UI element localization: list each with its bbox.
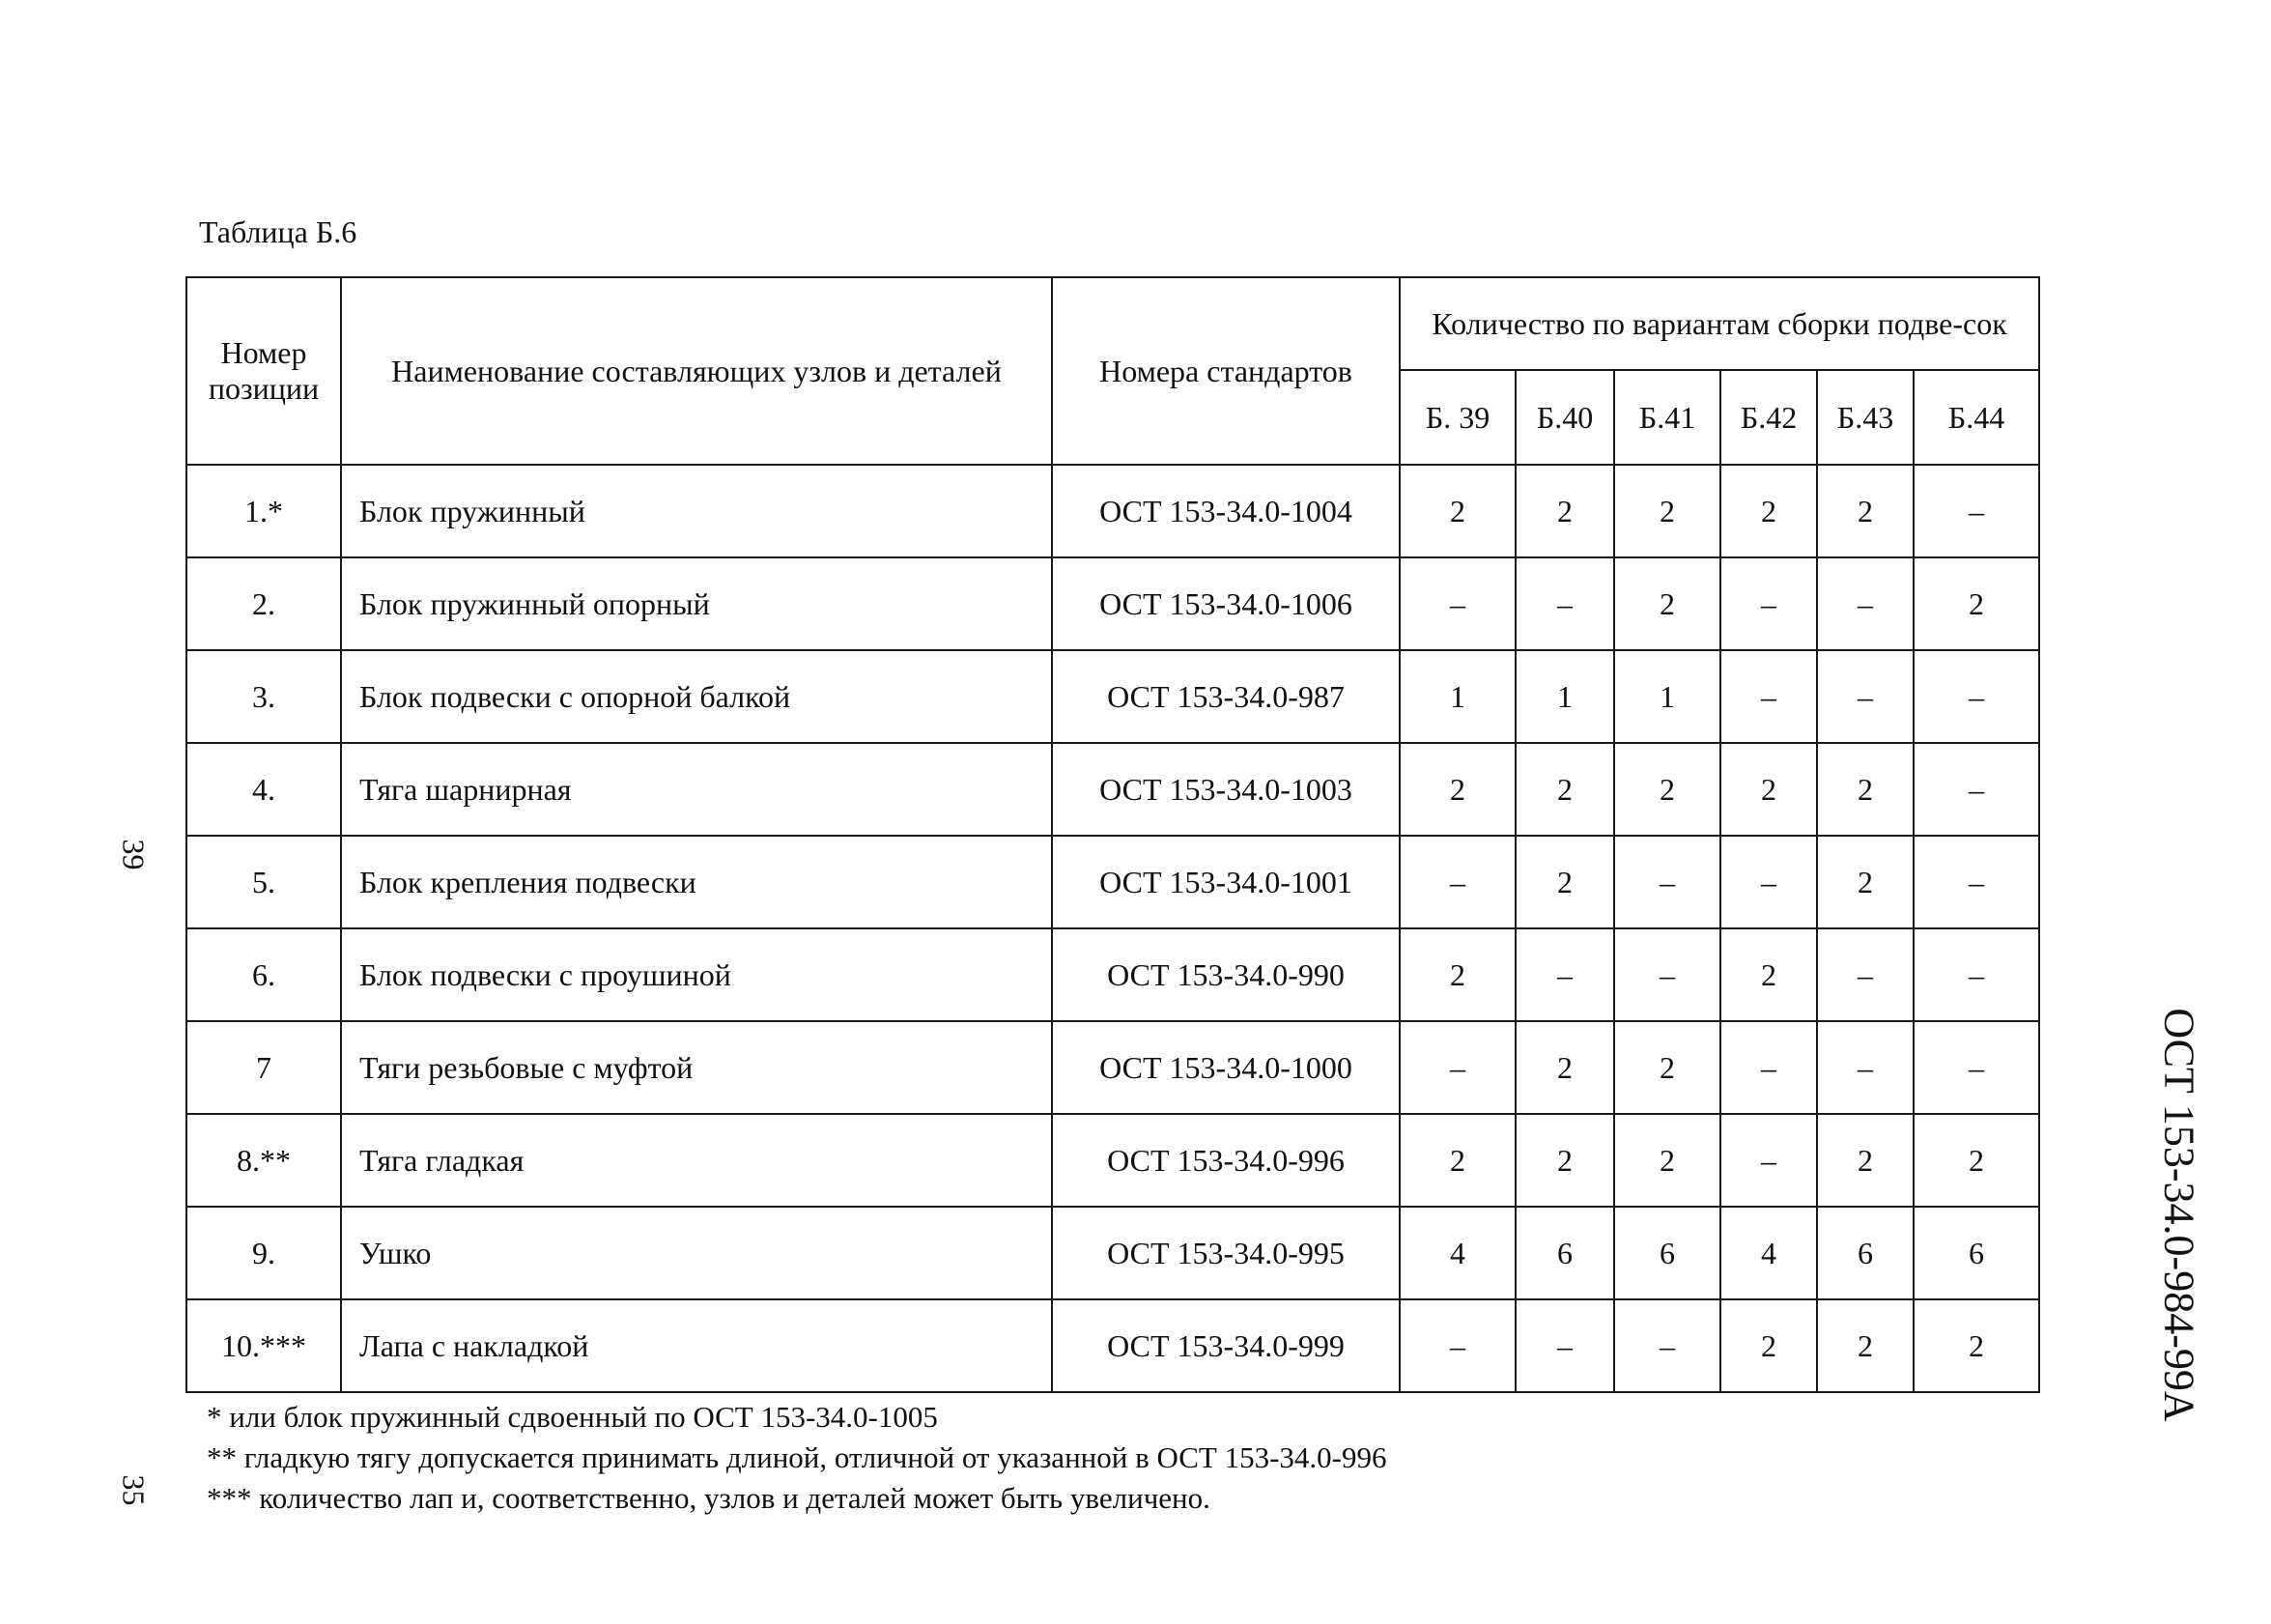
- header-variant: Б.44: [1914, 370, 2039, 465]
- table-row: [186, 465, 2039, 557]
- table-caption: Таблица Б.6: [199, 214, 357, 249]
- cell-position: 1.*: [186, 465, 341, 557]
- cell-quantity: –: [1914, 836, 2039, 928]
- table-row: [186, 1021, 2039, 1114]
- cell-quantity: 2: [1614, 1021, 1720, 1114]
- cell-quantity: 6: [1914, 1207, 2039, 1299]
- cell-quantity: 2: [1516, 836, 1614, 928]
- cell-standard: ОСТ 153-34.0-1004: [1052, 465, 1400, 557]
- cell-standard: ОСТ 153-34.0-1006: [1052, 557, 1400, 650]
- header-variant: Б.41: [1614, 370, 1720, 465]
- header-variant: Б.42: [1720, 370, 1817, 465]
- cell-quantity: 2: [1400, 465, 1516, 557]
- cell-quantity: 2: [1914, 1299, 2039, 1392]
- header-standard: Номера стандартов: [1052, 277, 1400, 465]
- cell-name: Тяга гладкая: [341, 1114, 1052, 1207]
- table-row: [186, 1299, 2039, 1392]
- cell-name: Ушко: [341, 1207, 1052, 1299]
- cell-quantity: –: [1720, 1021, 1817, 1114]
- cell-quantity: 2: [1614, 1114, 1720, 1207]
- cell-quantity: 2: [1817, 743, 1914, 836]
- cell-name: Блок подвески с проушиной: [341, 928, 1052, 1021]
- cell-quantity: –: [1817, 1021, 1914, 1114]
- header-name: Наименование составляющих узлов и деталей: [341, 277, 1052, 465]
- cell-name: Блок подвески с опорной балкой: [341, 650, 1052, 743]
- cell-quantity: 2: [1614, 743, 1720, 836]
- cell-quantity: –: [1720, 557, 1817, 650]
- header-quantity-group: Количество по вариантам сборки подве-сок: [1400, 277, 2039, 370]
- cell-quantity: –: [1614, 1299, 1720, 1392]
- cell-quantity: 2: [1720, 1299, 1817, 1392]
- cell-standard: ОСТ 153-34.0-1000: [1052, 1021, 1400, 1114]
- cell-position: 9.: [186, 1207, 341, 1299]
- cell-quantity: 2: [1516, 1114, 1614, 1207]
- cell-quantity: 2: [1914, 1114, 2039, 1207]
- table-row: [186, 928, 2039, 1021]
- table-row: [186, 1207, 2039, 1299]
- cell-quantity: 2: [1914, 557, 2039, 650]
- cell-quantity: –: [1720, 836, 1817, 928]
- cell-name: Тяга шарнирная: [341, 743, 1052, 836]
- cell-quantity: –: [1400, 836, 1516, 928]
- cell-quantity: 2: [1400, 1114, 1516, 1207]
- cell-position: 7: [186, 1021, 341, 1114]
- header-variant: Б. 39: [1400, 370, 1516, 465]
- cell-quantity: –: [1400, 557, 1516, 650]
- cell-name: Блок крепления подвески: [341, 836, 1052, 928]
- cell-quantity: 2: [1614, 557, 1720, 650]
- footnote: * или блок пружинный сдвоенный по ОСТ 153-34.0-1005: [207, 1400, 938, 1434]
- document-code: ОСТ 153-34.0-984-99А: [2155, 1008, 2203, 1422]
- cell-position: 2.: [186, 557, 341, 650]
- cell-position: 6.: [186, 928, 341, 1021]
- cell-quantity: 2: [1516, 465, 1614, 557]
- cell-quantity: –: [1516, 1299, 1614, 1392]
- cell-position: 3.: [186, 650, 341, 743]
- cell-quantity: –: [1914, 465, 2039, 557]
- cell-quantity: 2: [1516, 1021, 1614, 1114]
- cell-standard: ОСТ 153-34.0-996: [1052, 1114, 1400, 1207]
- cell-name: Тяги резьбовые с муфтой: [341, 1021, 1052, 1114]
- cell-standard: ОСТ 153-34.0-987: [1052, 650, 1400, 743]
- table-row: [186, 743, 2039, 836]
- footnote: ** гладкую тягу допускается принимать длиной, отличной от указанной в ОСТ 153-34.0-996: [207, 1440, 1387, 1474]
- cell-name: Блок пружинный: [341, 465, 1052, 557]
- header-variant: Б.40: [1516, 370, 1614, 465]
- cell-quantity: 2: [1516, 743, 1614, 836]
- cell-quantity: –: [1400, 1021, 1516, 1114]
- cell-quantity: 2: [1817, 836, 1914, 928]
- table-row: [186, 650, 2039, 743]
- cell-quantity: 2: [1720, 928, 1817, 1021]
- cell-standard: ОСТ 153-34.0-995: [1052, 1207, 1400, 1299]
- cell-position: 10.***: [186, 1299, 341, 1392]
- cell-quantity: 2: [1817, 1299, 1914, 1392]
- cell-quantity: 6: [1614, 1207, 1720, 1299]
- cell-quantity: 2: [1817, 1114, 1914, 1207]
- footnote: *** количество лап и, соответственно, узлов и деталей может быть увеличено.: [207, 1481, 1210, 1515]
- cell-quantity: 1: [1516, 650, 1614, 743]
- cell-quantity: 4: [1720, 1207, 1817, 1299]
- cell-position: 4.: [186, 743, 341, 836]
- cell-quantity: –: [1817, 557, 1914, 650]
- cell-quantity: –: [1914, 1021, 2039, 1114]
- cell-quantity: –: [1817, 928, 1914, 1021]
- cell-position: 5.: [186, 836, 341, 928]
- cell-quantity: 2: [1400, 743, 1516, 836]
- cell-quantity: 2: [1400, 928, 1516, 1021]
- cell-quantity: –: [1516, 928, 1614, 1021]
- cell-quantity: –: [1720, 650, 1817, 743]
- cell-quantity: 2: [1720, 465, 1817, 557]
- parts-table: [185, 276, 2040, 1393]
- cell-standard: ОСТ 153-34.0-1003: [1052, 743, 1400, 836]
- page-number-bottom: 35: [116, 1474, 152, 1506]
- cell-quantity: –: [1914, 743, 2039, 836]
- cell-quantity: –: [1614, 928, 1720, 1021]
- footnotes: [207, 1397, 1387, 1519]
- cell-name: Блок пружинный опорный: [341, 557, 1052, 650]
- header-position: Номер позиции: [186, 277, 341, 465]
- cell-position: 8.**: [186, 1114, 341, 1207]
- cell-quantity: –: [1720, 1114, 1817, 1207]
- cell-quantity: 1: [1614, 650, 1720, 743]
- table-row: [186, 836, 2039, 928]
- cell-standard: ОСТ 153-34.0-990: [1052, 928, 1400, 1021]
- cell-quantity: 1: [1400, 650, 1516, 743]
- cell-quantity: –: [1914, 928, 2039, 1021]
- page-number-top: 39: [116, 839, 152, 870]
- cell-name: Лапа с накладкой: [341, 1299, 1052, 1392]
- header-variant: Б.43: [1817, 370, 1914, 465]
- cell-quantity: 6: [1516, 1207, 1614, 1299]
- cell-quantity: –: [1516, 557, 1614, 650]
- cell-quantity: 2: [1817, 465, 1914, 557]
- cell-quantity: –: [1400, 1299, 1516, 1392]
- cell-quantity: 2: [1614, 465, 1720, 557]
- cell-standard: ОСТ 153-34.0-1001: [1052, 836, 1400, 928]
- cell-quantity: –: [1614, 836, 1720, 928]
- cell-quantity: –: [1817, 650, 1914, 743]
- cell-quantity: 2: [1720, 743, 1817, 836]
- cell-standard: ОСТ 153-34.0-999: [1052, 1299, 1400, 1392]
- cell-quantity: 6: [1817, 1207, 1914, 1299]
- table-row: [186, 557, 2039, 650]
- cell-quantity: 4: [1400, 1207, 1516, 1299]
- cell-quantity: –: [1914, 650, 2039, 743]
- table-row: [186, 1114, 2039, 1207]
